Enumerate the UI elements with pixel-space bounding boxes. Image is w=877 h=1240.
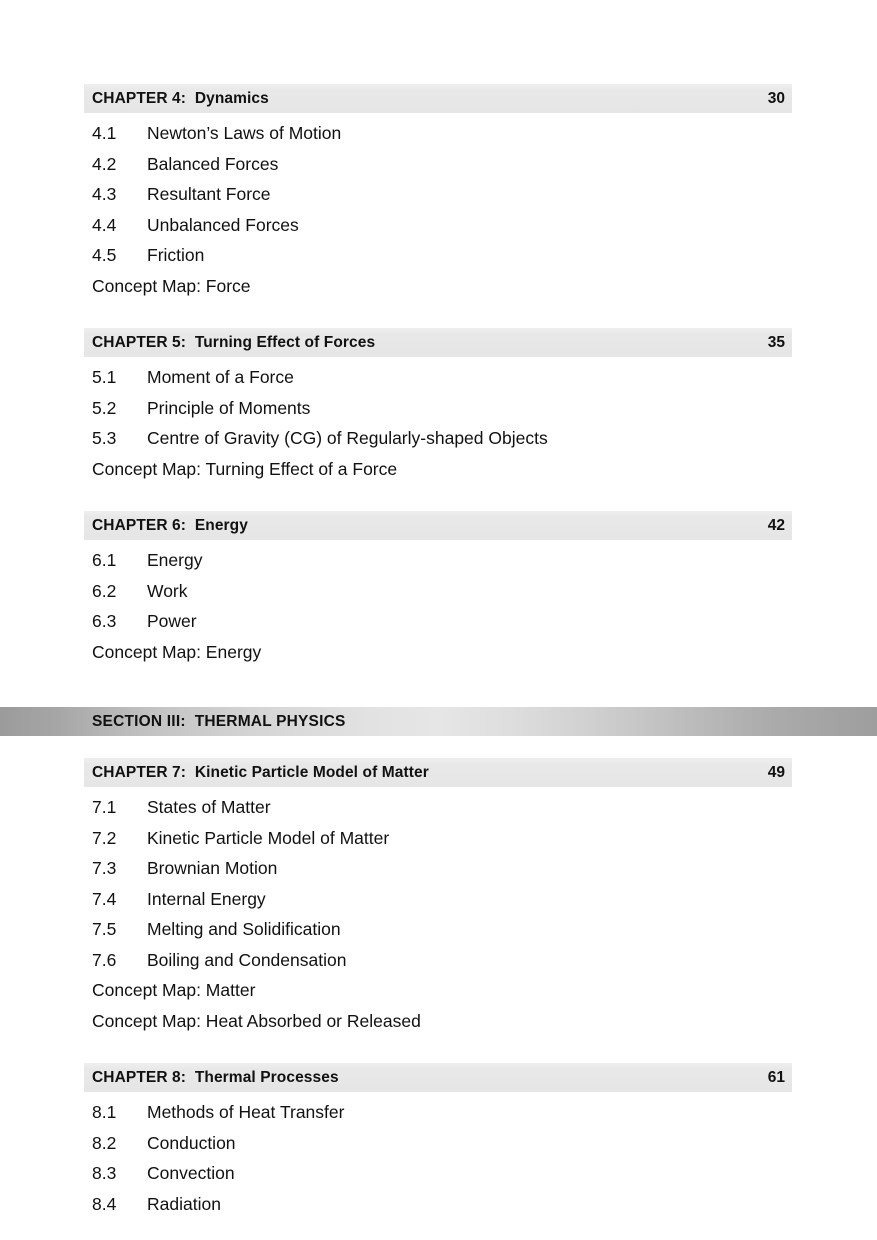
toc-entry-concept-map[interactable] xyxy=(0,1011,877,1042)
toc-entry[interactable] xyxy=(0,215,877,246)
entry-label: Principle of Moments xyxy=(147,397,311,418)
entry-number: 5.2 xyxy=(92,397,117,418)
toc-entry-concept-map[interactable] xyxy=(0,642,877,673)
entry-label: Power xyxy=(147,611,197,631)
chapter-title: CHAPTER 5: Turning Effect of Forces xyxy=(92,333,376,351)
chapter-header-bar[interactable] xyxy=(84,511,792,540)
entry-number: 6.1 xyxy=(92,550,117,570)
chapter-header-bar[interactable] xyxy=(84,1063,792,1092)
toc-entry[interactable] xyxy=(0,1194,877,1225)
toc-entry[interactable] xyxy=(0,950,877,981)
entry-number: 7.3 xyxy=(92,858,117,878)
chapter-title: CHAPTER 6: Energy xyxy=(92,516,248,534)
toc-entry[interactable] xyxy=(0,184,877,215)
chapter-page-number: 35 xyxy=(767,333,785,351)
toc-entry[interactable] xyxy=(0,245,877,276)
entry-label: Boiling and Condensation xyxy=(147,949,347,970)
toc-entry[interactable] xyxy=(0,1133,877,1164)
spacer xyxy=(0,113,877,123)
chapter-title: CHAPTER 8: Thermal Processes xyxy=(92,1068,339,1086)
toc-body xyxy=(0,84,877,1224)
entry-number: 4.3 xyxy=(92,184,117,204)
spacer xyxy=(0,1041,877,1063)
entry-number: 8.3 xyxy=(92,1163,117,1183)
chapter-header-bar[interactable] xyxy=(84,84,792,113)
section-title: SECTION III: THERMAL PHYSICS xyxy=(92,712,346,730)
entry-label: Convection xyxy=(147,1163,235,1183)
entry-label: Radiation xyxy=(147,1193,221,1214)
toc-entry[interactable] xyxy=(0,1102,877,1133)
entry-number: 8.2 xyxy=(92,1132,117,1153)
entry-number: 5.1 xyxy=(92,367,117,387)
top-margin xyxy=(0,0,877,84)
entry-number: 4.2 xyxy=(92,153,117,174)
toc-entry[interactable] xyxy=(0,398,877,429)
entry-number: 7.4 xyxy=(92,888,117,909)
entry-number: 8.1 xyxy=(92,1102,117,1122)
entry-label: Newton’s Laws of Motion xyxy=(147,123,342,143)
spacer xyxy=(0,306,877,328)
entry-number: 4.1 xyxy=(92,123,117,143)
chapter-title: CHAPTER 4: Dynamics xyxy=(92,89,269,107)
entry-number: 7.2 xyxy=(92,827,117,848)
toc-entry[interactable] xyxy=(0,1163,877,1194)
toc-entry-concept-map[interactable] xyxy=(0,980,877,1011)
spacer xyxy=(0,1092,877,1102)
entry-number: 7.5 xyxy=(92,919,117,939)
toc-entry[interactable] xyxy=(0,123,877,154)
entry-label: Melting and Solidification xyxy=(147,919,341,939)
entry-label: Resultant Force xyxy=(147,184,271,204)
entry-label: Conduction xyxy=(147,1132,236,1153)
entry-number: 6.3 xyxy=(92,611,117,631)
toc-entry[interactable] xyxy=(0,858,877,889)
chapter-page-number: 42 xyxy=(767,516,785,534)
toc-entry[interactable] xyxy=(0,797,877,828)
chapter-entry-list xyxy=(0,367,877,489)
chapter-entry-list xyxy=(0,123,877,306)
chapter-entry-list xyxy=(0,550,877,672)
entry-label: Balanced Forces xyxy=(147,153,279,174)
entry-label: Unbalanced Forces xyxy=(147,214,299,235)
toc-entry[interactable] xyxy=(0,550,877,581)
toc-entry[interactable] xyxy=(0,154,877,185)
chapter-header-bar[interactable] xyxy=(84,758,792,787)
entry-label: Concept Map: Turning Effect of a Force xyxy=(92,458,398,479)
entry-number: 7.6 xyxy=(92,949,117,970)
entry-label: Concept Map: Matter xyxy=(92,980,256,1000)
chapter-title: CHAPTER 7: Kinetic Particle Model of Matter xyxy=(92,763,429,781)
entry-label: Centre of Gravity (CG) of Regularly-shaped Objects xyxy=(147,428,548,448)
chapter-page-number: 49 xyxy=(767,763,785,781)
spacer xyxy=(0,489,877,511)
spacer xyxy=(0,736,877,758)
entry-label: Kinetic Particle Model of Matter xyxy=(147,827,390,848)
spacer xyxy=(0,540,877,550)
chapter-header-bar[interactable] xyxy=(84,328,792,357)
toc-entry[interactable] xyxy=(0,428,877,459)
entry-number: 7.1 xyxy=(92,797,117,817)
toc-entry[interactable] xyxy=(0,367,877,398)
toc-entry[interactable] xyxy=(0,828,877,859)
toc-entry[interactable] xyxy=(0,581,877,612)
entry-label: Internal Energy xyxy=(147,888,266,909)
section-header-band xyxy=(0,707,877,736)
entry-label: Methods of Heat Transfer xyxy=(147,1102,345,1122)
entry-number: 5.3 xyxy=(92,428,117,448)
toc-entry-concept-map[interactable] xyxy=(0,459,877,490)
entry-label: Energy xyxy=(147,550,203,570)
entry-label: Concept Map: Force xyxy=(92,275,251,296)
entry-label: Concept Map: Energy xyxy=(92,641,262,662)
toc-entry-concept-map[interactable] xyxy=(0,276,877,307)
entry-number: 4.5 xyxy=(92,245,117,265)
entry-label: Friction xyxy=(147,245,205,265)
chapter-entry-list xyxy=(0,1102,877,1224)
toc-entry[interactable] xyxy=(0,611,877,642)
entry-label: Brownian Motion xyxy=(147,858,278,878)
chapter-entry-list xyxy=(0,797,877,1041)
entry-label: Moment of a Force xyxy=(147,367,294,387)
spacer xyxy=(0,787,877,797)
spacer xyxy=(0,672,877,707)
chapter-page-number: 61 xyxy=(767,1068,785,1086)
entry-label: States of Matter xyxy=(147,797,271,817)
entry-number: 6.2 xyxy=(92,580,117,601)
chapter-page-number: 30 xyxy=(767,89,785,107)
spacer xyxy=(0,357,877,367)
entry-label: Work xyxy=(147,580,188,601)
entry-label: Concept Map: Heat Absorbed or Released xyxy=(92,1010,421,1031)
toc-entry[interactable] xyxy=(0,889,877,920)
toc-entry[interactable] xyxy=(0,919,877,950)
entry-number: 8.4 xyxy=(92,1193,117,1214)
entry-number: 4.4 xyxy=(92,214,117,235)
